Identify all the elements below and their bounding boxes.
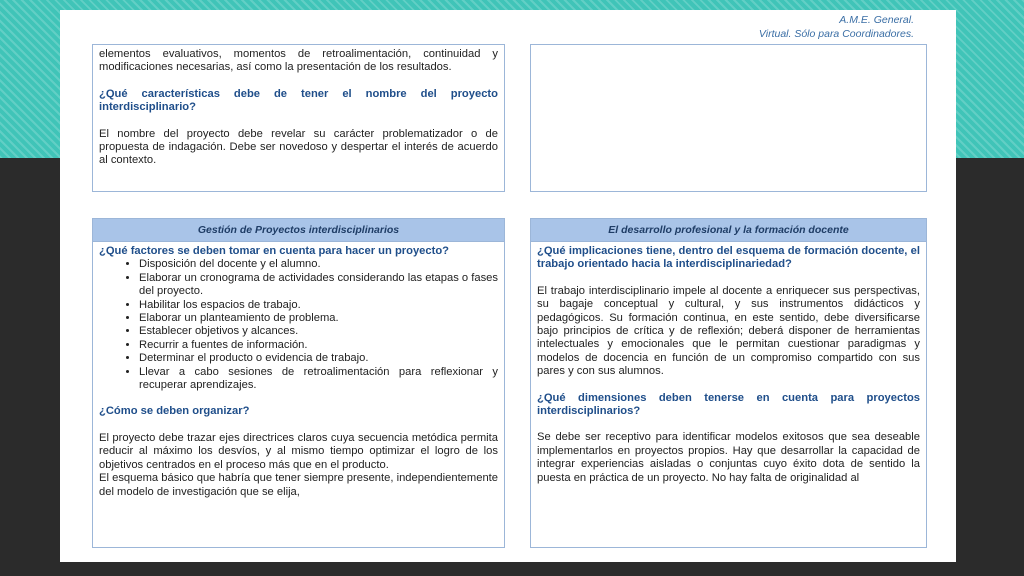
list-item: • Llevar a cabo sesiones de retroalimentación para reflexionar y recuperar aprendizajes. (139, 366, 498, 393)
list-item: • Determinar el producto o evidencia de trabajo. (139, 352, 498, 365)
question-dimensions: ¿Qué dimensiones deben tenerse en cuenta para proyectos interdisciplinarios? (537, 391, 920, 418)
paragraph-project-name: El nombre del proyecto debe revelar su carácter problematizador o de propuesta de indagación. Debe ser novedoso y despertar el interés de acuerdo al contexto. (99, 127, 498, 167)
paragraph-dimensions: Se debe ser receptivo para identificar modelos exitosos que sea deseable implementarlos en proyectos propios. Hay que desarrollar la capacidad de integrar experiencias aisladas o conjuntas cuyo éxito dota de sentido la puesta en práctica de un proyecto. No hay falta de originalidad al (537, 431, 920, 484)
header-line-1: A.M.E. General. (839, 14, 914, 26)
gestion-proyectos-box (92, 218, 505, 548)
paragraph-evaluation: elementos evaluativos, momentos de retroalimentación, continuidad y modificaciones necesarias, así como la presentación de los resultados. (99, 48, 498, 74)
list-item: • Recurrir a fuentes de información. (139, 339, 498, 352)
box-title-gestion: Gestión de Proyectos interdisciplinarios (93, 219, 504, 242)
top-right-empty-box (530, 44, 927, 192)
list-item: • Establecer objetivos y alcances. (139, 325, 498, 338)
list-item: • Elaborar un cronograma de actividades considerando las etapas o fases del proyecto. (139, 272, 498, 299)
document-page (60, 10, 956, 562)
desarrollo-profesional-box (530, 218, 927, 548)
paragraph-implications: El trabajo interdisciplinario impele al docente a enriquecer sus perspectivas, su bagaje conceptual y cultural, y sus instrumentos didácticos y pedagógicos. Su formación continua, en este sentido, debe diversificarse bajo principios de crítica y de reflexión; deberá disponer de herramientas intelectuales y emocionales que le permitan cuestionar paradigmas y modelos de docencia en función de un compromiso compartido con sus pares y con sus alumnos. (537, 284, 920, 378)
top-left-box (92, 44, 505, 192)
list-item: • Habilitar los espacios de trabajo. (139, 299, 498, 312)
box-title-desarrollo: El desarrollo profesional y la formación docente (531, 219, 926, 242)
header-line-2: Virtual. Sólo para Coordinadores. (758, 28, 914, 40)
list-item: • Disposición del docente y el alumno. (139, 258, 498, 271)
paragraph-scheme: El esquema básico que habría que tener siempre presente, independientemente del modelo de investigación que se elija, (99, 472, 498, 498)
question-factors: ¿Qué factores se deben tomar en cuenta para hacer un proyecto? (99, 245, 450, 257)
question-organize: ¿Cómo se deben organizar? (99, 405, 250, 418)
question-implications: ¿Qué implicaciones tiene, dentro del esquema de formación docente, el trabajo orientado hacia la interdisciplinariedad? (537, 245, 920, 271)
factors-list (99, 258, 498, 392)
list-item: • Elaborar un planteamiento de problema. (139, 312, 498, 325)
paragraph-organize: El proyecto debe trazar ejes directrices claros cuya secuencia metódica permita reducir al máximo los desvíos, y al mismo tiempo optimizar el logro de los objetivos centrados en el proceso más que en el producto. (99, 431, 498, 471)
page-header (759, 13, 914, 41)
question-project-name: ¿Qué características debe de tener el nombre del proyecto interdisciplinario? (99, 87, 498, 114)
